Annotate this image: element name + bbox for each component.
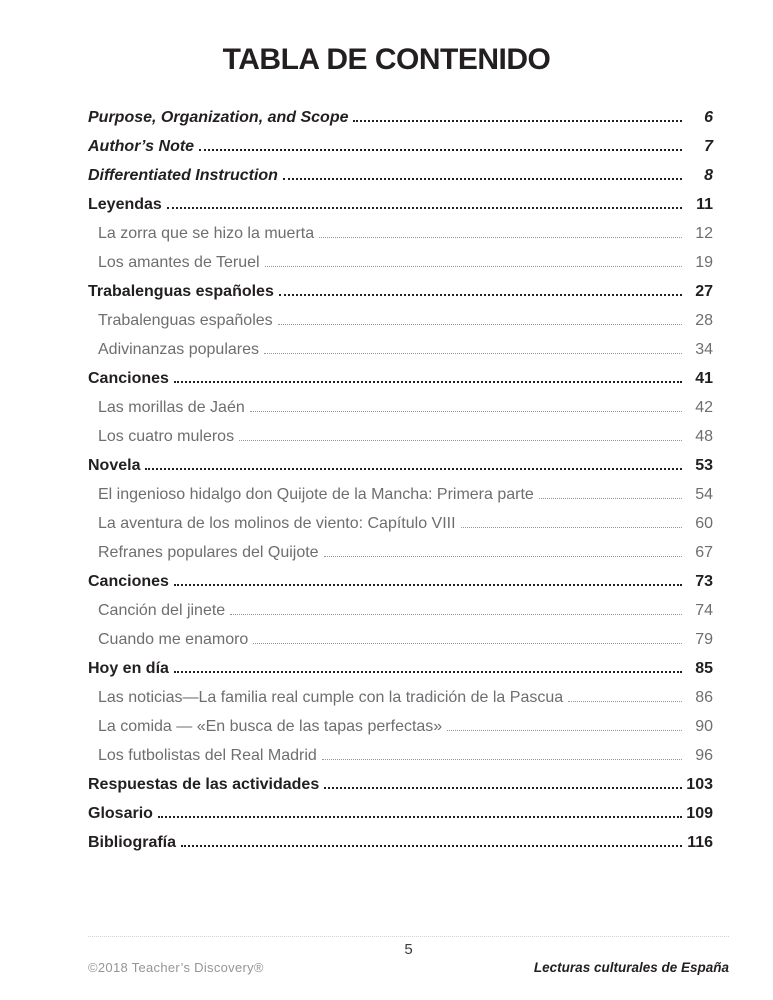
dotted-leader	[322, 759, 682, 760]
toc-row	[88, 283, 713, 312]
toc-entry-page: 53	[695, 456, 713, 474]
toc-entry-label: Los futbolistas del Real Madrid	[98, 746, 317, 764]
page-footer	[88, 936, 729, 975]
toc-entry-page: 103	[686, 775, 713, 793]
toc-row	[88, 573, 713, 602]
toc-row	[88, 457, 713, 486]
toc-row	[88, 167, 713, 196]
toc-row	[88, 341, 713, 370]
toc-row	[88, 776, 713, 805]
toc-entry-label: Bibliografía	[88, 833, 177, 851]
toc-entry-page: 86	[695, 688, 713, 706]
dotted-leader	[145, 468, 682, 470]
toc-row	[88, 428, 713, 457]
toc-entry-page: 12	[695, 224, 713, 242]
toc-entry-label: Leyendas	[88, 195, 162, 213]
toc-entry-label: Las morillas de Jaén	[98, 398, 245, 416]
dotted-leader	[319, 237, 682, 238]
dotted-leader	[279, 294, 682, 296]
toc-entry-page: 116	[687, 833, 713, 851]
toc-entry-label: Los amantes de Teruel	[98, 253, 260, 271]
dotted-leader	[283, 178, 682, 180]
toc-row	[88, 805, 713, 834]
toc-entry-page: 8	[704, 166, 713, 184]
dotted-leader	[174, 671, 682, 673]
toc-entry-label: Los cuatro muleros	[98, 427, 235, 445]
toc-row	[88, 370, 713, 399]
dotted-leader	[174, 381, 682, 383]
dotted-leader	[324, 787, 682, 789]
page-number: 5	[404, 941, 413, 958]
toc-entry-label: Respuestas de las actividades	[88, 775, 320, 793]
toc-row	[88, 254, 713, 283]
toc-entry-label: Author’s Note	[88, 137, 195, 155]
toc-entry-page: 19	[695, 253, 713, 271]
toc-entry-page: 67	[695, 543, 713, 561]
toc-entry-page: 42	[695, 398, 713, 416]
footer-divider	[88, 936, 729, 937]
toc-row	[88, 747, 713, 776]
dotted-leader	[264, 353, 682, 354]
toc-entry-page: 109	[686, 804, 713, 822]
dotted-leader	[253, 643, 682, 644]
dotted-leader	[353, 120, 682, 122]
toc-entry-page: 54	[695, 485, 713, 503]
toc-entry-page: 85	[695, 659, 713, 677]
toc-entry-label: Cuando me enamoro	[98, 630, 249, 648]
toc-entry-label: El ingenioso hidalgo don Quijote de la Mancha: Primera parte	[98, 485, 534, 503]
toc-entry-page: 96	[695, 746, 713, 764]
dotted-leader	[539, 498, 682, 499]
copyright-text: ©2018 Teacher’s Discovery®	[88, 960, 264, 975]
dotted-leader	[324, 556, 682, 557]
dotted-leader	[265, 266, 682, 267]
toc-row	[88, 225, 713, 254]
dotted-leader	[199, 149, 682, 151]
toc-entry-label: Refranes populares del Quijote	[98, 543, 319, 561]
toc-entry-page: 79	[695, 630, 713, 648]
toc-entry-label: Canciones	[88, 369, 169, 387]
dotted-leader	[239, 440, 682, 441]
toc-entry-page: 41	[695, 369, 713, 387]
dotted-leader	[181, 845, 682, 847]
toc-row	[88, 660, 713, 689]
toc-row	[88, 689, 713, 718]
toc-entry-page: 48	[695, 427, 713, 445]
toc-entry-page: 90	[695, 717, 713, 735]
toc-entry-label: La zorra que se hizo la muerta	[98, 224, 315, 242]
toc-row	[88, 602, 713, 631]
toc-entry-label: Glosario	[88, 804, 153, 822]
toc-entry-label: La comida — «En busca de las tapas perfectas»	[98, 717, 443, 735]
toc-entry-page: 34	[695, 340, 713, 358]
toc-entry-page: 74	[695, 601, 713, 619]
dotted-leader	[250, 411, 682, 412]
toc-entry-page: 7	[704, 137, 713, 155]
toc-row	[88, 138, 713, 167]
toc-row	[88, 834, 713, 863]
toc-entry-label: Trabalenguas españoles	[98, 311, 273, 329]
dotted-leader	[174, 584, 682, 586]
toc-row	[88, 515, 713, 544]
toc-row	[88, 196, 713, 225]
toc-entry-label: Trabalenguas españoles	[88, 282, 274, 300]
dotted-leader	[230, 614, 682, 615]
dotted-leader	[158, 816, 682, 818]
toc-entry-label: Canciones	[88, 572, 169, 590]
toc-entry-label: Purpose, Organization, and Scope	[88, 108, 349, 126]
toc-row	[88, 631, 713, 660]
toc-entry-label: Adivinanzas populares	[98, 340, 259, 358]
toc-entry-label: Hoy en día	[88, 659, 169, 677]
toc-row	[88, 399, 713, 428]
toc-entry-label: La aventura de los molinos de viento: Capítulo VIII	[98, 514, 456, 532]
dotted-leader	[167, 207, 682, 209]
dotted-leader	[447, 730, 682, 731]
toc-entry-page: 28	[695, 311, 713, 329]
dotted-leader	[278, 324, 682, 325]
toc-row	[88, 718, 713, 747]
toc-entry-label: Las noticias—La familia real cumple con la tradición de la Pascua	[98, 688, 564, 706]
toc-entry-page: 6	[704, 108, 713, 126]
toc-entry-page: 60	[695, 514, 713, 532]
toc-row	[88, 486, 713, 515]
toc-entry-label: Canción del jinete	[98, 601, 226, 619]
book-title: Lecturas culturales de España	[533, 960, 729, 975]
dotted-leader	[568, 701, 682, 702]
dotted-leader	[461, 527, 682, 528]
toc-entry-page: 27	[695, 282, 713, 300]
page-title: TABLA DE CONTENIDO	[222, 43, 551, 76]
toc-row	[88, 544, 713, 573]
table-of-contents	[88, 109, 713, 863]
toc-row	[88, 312, 713, 341]
toc-entry-page: 11	[696, 195, 713, 213]
toc-entry-page: 73	[695, 572, 713, 590]
footer-text-row	[88, 960, 729, 975]
toc-entry-label: Differentiated Instruction	[88, 166, 278, 184]
toc-entry-label: Novela	[88, 456, 141, 474]
toc-row	[88, 109, 713, 138]
